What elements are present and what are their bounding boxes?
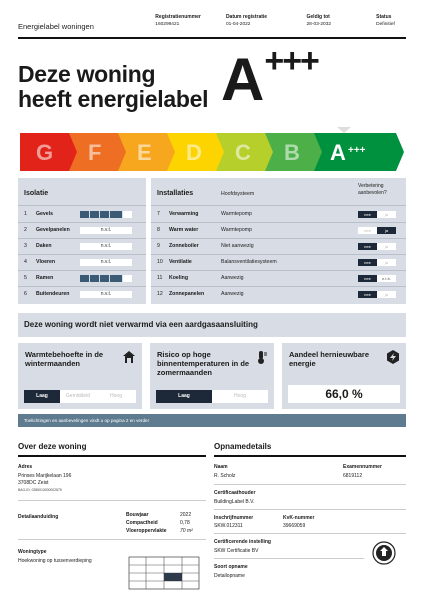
installatie-koeling: 11 Koeling Aanwezig bbox=[157, 275, 244, 281]
soort-value: Detailopname bbox=[214, 573, 245, 579]
epbd-seal-icon bbox=[372, 541, 396, 565]
energy-scale bbox=[20, 133, 404, 171]
installaties-subtitle: Hoofdsysteem bbox=[221, 191, 255, 197]
scale-class-g: G bbox=[20, 133, 78, 171]
header-datum: Datum registratie 01-04-2022 bbox=[225, 14, 268, 27]
house-heat-icon bbox=[122, 350, 136, 364]
verbetering-toggle-ventilatie[interactable]: nee ja bbox=[358, 259, 396, 266]
scale-class-b: B bbox=[265, 133, 323, 171]
header-geldig: Geldig tot 28-03-2032 bbox=[306, 14, 332, 27]
note-bar[interactable]: Toelichtingen en aanbevelingen vindt u op pagina 2 en verder bbox=[18, 414, 406, 427]
verbetering-header: Verbetering aanbevolen? bbox=[358, 183, 387, 196]
verbetering-toggle-zonneboiler[interactable]: nee ja bbox=[358, 243, 396, 250]
installaties-title: Installaties bbox=[157, 190, 194, 197]
isolatie-item-ramen: 5 Ramen bbox=[24, 275, 54, 281]
vloeroppervlakte-row: Vloeroppervlakte 70 m² bbox=[126, 528, 193, 534]
installatie-verwarming: 7 Verwarming Warmtepomp bbox=[157, 211, 252, 217]
naam-label: Naam bbox=[214, 464, 228, 470]
gas-notice: Deze woning wordt niet verwarmd via een aardgasaansluiting bbox=[18, 313, 406, 337]
isolatie-item-buitendeuren: 6 Buitendeuren bbox=[24, 291, 70, 297]
isolatie-item-gevelpanelen: 2 Gevelpanelen bbox=[24, 227, 70, 233]
building-icon bbox=[128, 556, 200, 590]
installatie-ventilatie: 10 Ventilatie Balansventilatiesysteem bbox=[157, 259, 277, 265]
renewable-energy-icon bbox=[386, 350, 400, 364]
woningtype-label: Woningtype bbox=[18, 549, 47, 555]
verbetering-toggle-warm-water[interactable]: nee ja bbox=[358, 227, 396, 234]
installatie-zonneboiler: 9 Zonneboiler Niet aanwezig bbox=[157, 243, 254, 249]
instelling-value: SKW Certificatie BV bbox=[214, 548, 259, 554]
isolatie-meter-gevels bbox=[80, 211, 133, 218]
opname-title: Opnamedetails bbox=[214, 442, 272, 451]
naam-value: R. Scholz bbox=[214, 473, 236, 479]
thermometer-icon bbox=[254, 350, 268, 364]
isolatie-item-vloeren: 4 Vloeren bbox=[24, 259, 56, 265]
installaties-panel bbox=[151, 178, 406, 304]
scale-class-a-plus: A +++ bbox=[314, 133, 404, 171]
header-bar bbox=[18, 14, 406, 38]
inschrijf-label: Inschrijfnummer bbox=[214, 515, 254, 521]
header-divider bbox=[18, 37, 406, 39]
header-registratienummer: Registratienummer 160299421 bbox=[155, 14, 201, 27]
page-title: Deze woning heeft energielabel bbox=[18, 61, 209, 112]
adres-line1: Prinses Marijkelaan 196 bbox=[18, 473, 72, 479]
examen-value: 6819112 bbox=[343, 473, 363, 479]
inschrijf-value: SKW.012311 bbox=[214, 523, 243, 529]
card-warmtebehoefte: Warmtebehoefte in de wintermaanden Laag Gemiddeld Hoog bbox=[18, 343, 142, 409]
isolatie-title: Isolatie bbox=[24, 190, 49, 197]
verbetering-toggle-zonnepanelen[interactable]: nee ja bbox=[358, 291, 396, 298]
verbetering-toggle-verwarming[interactable]: nee ja bbox=[358, 211, 396, 218]
kvk-label: KvK-nummer bbox=[283, 515, 315, 521]
cert-label: Certificaathouder bbox=[214, 490, 256, 496]
scale-class-f: F bbox=[69, 133, 127, 171]
soort-label: Soort opname bbox=[214, 564, 248, 570]
instelling-label: Certificerende instelling bbox=[214, 539, 271, 545]
isolatie-item-gevels: 1 Gevels bbox=[24, 211, 54, 217]
card-risico: Risico op hoge binnentemperaturen in de zomermaanden Laag Hoog bbox=[150, 343, 274, 409]
scale-class-d: D bbox=[167, 133, 225, 171]
bag-id: BAG-ID: 0355010000002875 bbox=[18, 488, 62, 492]
brand-title: Energielabel woningen bbox=[18, 22, 94, 31]
kvk-value: 39669059 bbox=[283, 523, 306, 529]
energy-class: A+++ bbox=[221, 42, 318, 113]
woningtype-value: Hoekwoning op tussenverdieping bbox=[18, 558, 92, 564]
isolatie-item-daken: 3 Daken bbox=[24, 243, 52, 249]
cert-value: BuildingLabel B.V. bbox=[214, 499, 255, 505]
risico-segmented[interactable]: Laag Hoog bbox=[156, 390, 268, 403]
isolatie-meter-ramen bbox=[80, 275, 133, 282]
examen-label: Examennummer bbox=[343, 464, 382, 470]
card-hernieuwbaar: Aandeel hernieuwbare energie 66,0 % bbox=[282, 343, 406, 409]
adres-label: Adres bbox=[18, 464, 33, 470]
bouwjaar-row: Bouwjaar 2022 bbox=[126, 512, 192, 518]
header-status: Status Definitief bbox=[376, 14, 395, 27]
adres-line2: 3708DC Zeist bbox=[18, 480, 49, 486]
isolatie-panel: Isolatie 1 Gevels 2 Gevelpanelen n.v.t. 3 Daken n.v.t. 4 Vloeren n.v.t. 5 Ramen 6 Buitendeuren n.v.t. bbox=[18, 178, 146, 304]
warmte-segmented[interactable]: Laag Gemiddeld Hoog bbox=[24, 390, 136, 403]
scale-class-e: E bbox=[118, 133, 176, 171]
compactheid-row: Compactheid 0,78 bbox=[126, 520, 190, 526]
scale-class-c: C bbox=[216, 133, 274, 171]
installatie-warm-water: 8 Warm water Warmtepomp bbox=[157, 227, 252, 233]
detail-label: Detailaanduiding bbox=[18, 514, 59, 520]
hernieuwbaar-value: 66,0 % bbox=[288, 385, 400, 403]
over-title: Over deze woning bbox=[18, 442, 87, 451]
installatie-zonnepanelen: 12 Zonnepanelen Aanwezig bbox=[157, 291, 244, 297]
verbetering-toggle-koeling[interactable]: nee n.t.b. bbox=[358, 275, 396, 282]
